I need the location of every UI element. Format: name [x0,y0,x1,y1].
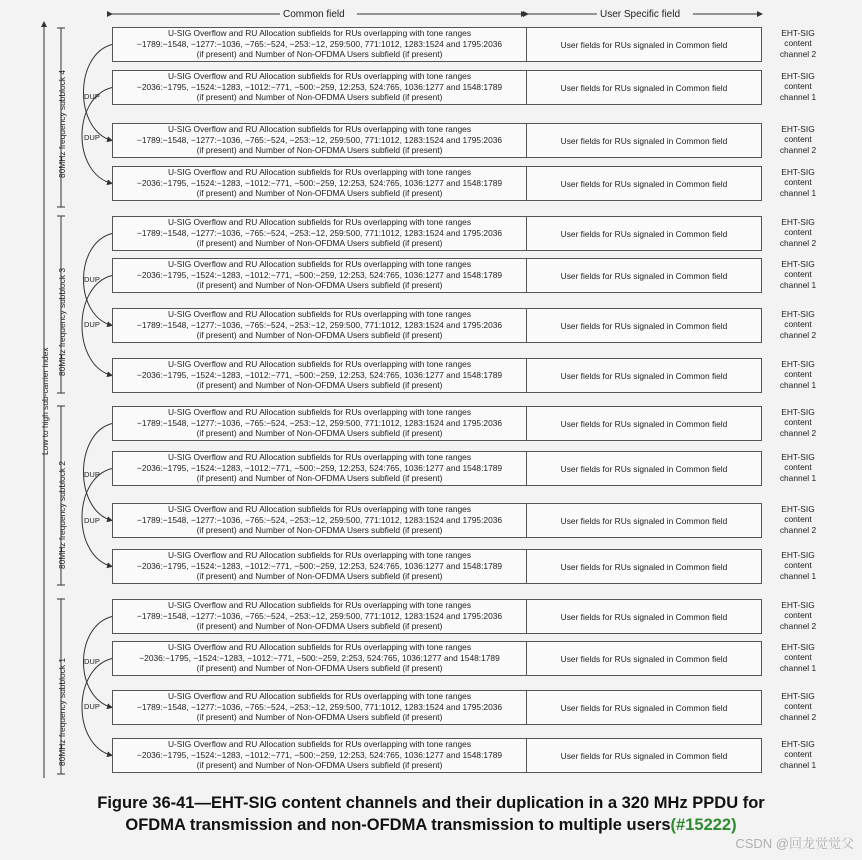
common-field-line: −2036:−1795, −1524:−1283, −1012:−771, −500:−259, 12:253, 524:765, 1036:1277 and 1548:1789 [136,81,503,92]
content-channel-label-line: EHT-SIG [781,407,815,417]
common-field-cell [113,452,527,485]
common-field-line: −1789:−1548, −1277:−1036, −765:−524, −253:−12, 259:500, 771:1012, 1283:1524 and 1795:2036 [136,701,503,712]
common-field-line: −1789:−1548, −1277:−1036, −765:−524, −253:−12, 259:500, 771:1012, 1283:1524 and 1795:2036 [136,38,503,49]
content-channel-row [112,258,762,293]
common-field-line: (if present) and Number of Non-OFDMA Users subfield (if present) [196,330,443,340]
content-channel-label-line: EHT-SIG [781,691,815,701]
common-field-line: U-SIG Overflow and RU Allocation subfields for RUs overlapping with tone ranges [167,28,472,38]
content-channel-row [112,599,762,634]
content-channel-label-line: content [784,610,812,621]
content-channel-label-line: channel 1 [779,187,817,198]
user-specific-field-cell: User fields for RUs signaled in Common field [560,82,728,93]
common-field-header: Common field [283,9,345,20]
common-field-cell [113,259,527,292]
common-field-line: −2036:−1795, −1524:−1283, −1012:−771, −500:−259, 12:253, 524:765, 1036:1277 and 1548:1789 [136,369,503,380]
dup-label: DUP [84,702,100,711]
content-channel-row [112,549,762,584]
content-channel-label-line: content [784,514,812,525]
common-field-cell [113,71,527,104]
content-channel-label-line: channel 1 [779,472,817,483]
content-channel-row [112,358,762,393]
content-channel-label-line: channel 2 [779,524,817,535]
common-field-line: −1789:−1548, −1277:−1036, −765:−524, −253:−12, 259:500, 771:1012, 1283:1524 and 1795:2036 [136,319,503,330]
content-channel-label-line: content [784,81,812,92]
common-field-line: (if present) and Number of Non-OFDMA Users subfield (if present) [196,571,443,581]
content-channel-label-line: channel 1 [779,379,817,390]
content-channel-row [112,308,762,343]
common-field-line: U-SIG Overflow and RU Allocation subfields for RUs overlapping with tone ranges [167,309,472,319]
common-field-line: (if present) and Number of Non-OFDMA Users subfield (if present) [196,525,443,535]
common-field-line: (if present) and Number of Non-OFDMA Users subfield (if present) [196,92,443,102]
common-field-line: (if present) and Number of Non-OFDMA Users subfield (if present) [196,188,443,198]
content-channel-label [768,600,828,631]
subblock-4-label: 80MHz frequency subblock 4 [57,70,67,178]
common-field-line: U-SIG Overflow and RU Allocation subfields for RUs overlapping with tone ranges [167,407,472,417]
common-field-line: U-SIG Overflow and RU Allocation subfields for RUs overlapping with tone ranges [167,167,472,177]
content-channel-label [768,359,828,390]
content-channel-label-line: content [784,369,812,380]
common-field-line: (if present) and Number of Non-OFDMA Users subfield (if present) [196,663,443,673]
common-field-line: U-SIG Overflow and RU Allocation subfields for RUs overlapping with tone ranges [167,71,472,81]
user-specific-field-cell: User fields for RUs signaled in Common field [560,135,728,146]
content-channel-label-line: EHT-SIG [781,28,815,38]
user-specific-field-cell: User fields for RUs signaled in Common field [560,750,728,761]
common-field-line: (if present) and Number of Non-OFDMA Users subfield (if present) [196,428,443,438]
common-field-line: (if present) and Number of Non-OFDMA Users subfield (if present) [196,238,443,248]
content-channel-label-line: channel 2 [779,144,817,155]
user-specific-field-cell: User fields for RUs signaled in Common field [560,370,728,381]
figure-caption [0,792,862,836]
user-specific-field-cell: User fields for RUs signaled in Common field [560,320,728,331]
content-channel-label [768,642,828,673]
common-field-line: −1789:−1548, −1277:−1036, −765:−524, −253:−12, 259:500, 771:1012, 1283:1524 and 1795:2036 [136,134,503,145]
content-channel-label-line: EHT-SIG [781,452,815,462]
content-channel-label-line: EHT-SIG [781,259,815,269]
content-channel-label [768,217,828,248]
user-specific-field-cell: User fields for RUs signaled in Common field [560,653,728,664]
content-channel-label-line: EHT-SIG [781,600,815,610]
common-field-line: −2036:−1795, −1524:−1283, −1012:−771, −500:−259, 2:253, 524:765, 1036:1277 and 1548:1789 [139,652,500,663]
common-field-line: −2036:−1795, −1524:−1283, −1012:−771, −500:−259, 12:253, 524:765, 1036:1277 and 1548:1789 [136,269,503,280]
common-field-cell [113,28,527,61]
dup-label: DUP [84,275,100,284]
common-field-cell [113,550,527,583]
content-channel-row [112,503,762,538]
content-channel-row [112,216,762,251]
content-channel-row [112,27,762,62]
content-channel-row [112,406,762,441]
content-channel-label-line: EHT-SIG [781,504,815,514]
content-channel-label-line: EHT-SIG [781,309,815,319]
common-field-line: U-SIG Overflow and RU Allocation subfields for RUs overlapping with tone ranges [167,504,472,514]
content-channel-label-line: channel 2 [779,711,817,722]
content-channel-label-line: channel 2 [779,329,817,340]
common-field-cell [113,739,527,772]
content-channel-label-line: content [784,701,812,712]
content-channel-label-line: EHT-SIG [781,71,815,81]
content-channel-label-line: channel 1 [779,570,817,581]
caption-line-2 [0,814,862,836]
content-channel-label [768,739,828,770]
content-channel-label-line: channel 2 [779,620,817,631]
user-specific-field-cell: User fields for RUs signaled in Common field [560,611,728,622]
common-field-line: −2036:−1795, −1524:−1283, −1012:−771, −500:−259, 12:253, 524:765, 1036:1277 and 1548:1789 [136,560,503,571]
common-field-line: (if present) and Number of Non-OFDMA Users subfield (if present) [196,145,443,155]
user-specific-field-cell: User fields for RUs signaled in Common field [560,515,728,526]
common-field-line: U-SIG Overflow and RU Allocation subfields for RUs overlapping with tone ranges [167,359,472,369]
content-channel-label-line: content [784,462,812,473]
user-specific-field-cell: User fields for RUs signaled in Common field [560,702,728,713]
content-channel-label-line: content [784,749,812,760]
content-channel-label-line: content [784,177,812,188]
subblock-3-label: 80MHz frequency subblock 3 [57,268,67,376]
content-channel-label [768,452,828,483]
content-channel-row [112,166,762,201]
user-specific-field-cell: User fields for RUs signaled in Common field [560,178,728,189]
common-field-line: U-SIG Overflow and RU Allocation subfields for RUs overlapping with tone ranges [167,259,472,269]
user-specific-field-cell: User fields for RUs signaled in Common field [560,418,728,429]
common-field-cell [113,691,527,724]
common-field-cell [113,407,527,440]
content-channel-label-line: content [784,417,812,428]
content-channel-label-line: EHT-SIG [781,167,815,177]
content-channel-row [112,738,762,773]
content-channel-label-line: channel 1 [779,759,817,770]
content-channel-label [768,504,828,535]
user-specific-field-header: User Specific field [600,9,681,20]
content-channel-label [768,259,828,290]
content-channel-label-line: channel 2 [779,427,817,438]
common-field-cell [113,504,527,537]
dup-label: DUP [84,470,100,479]
common-field-line: U-SIG Overflow and RU Allocation subfields for RUs overlapping with tone ranges [167,642,472,652]
common-field-line: (if present) and Number of Non-OFDMA Users subfield (if present) [196,280,443,290]
common-field-cell [113,309,527,342]
dup-label: DUP [84,657,100,666]
common-field-line: −1789:−1548, −1277:−1036, −765:−524, −253:−12, 259:500, 771:1012, 1283:1524 and 1795:2036 [136,610,503,621]
common-field-line: −2036:−1795, −1524:−1283, −1012:−771, −500:−259, 12:253, 524:765, 1036:1277 and 1548:1789 [136,462,503,473]
common-field-line: (if present) and Number of Non-OFDMA Users subfield (if present) [196,473,443,483]
content-channel-label-line: content [784,560,812,571]
dup-label: DUP [84,92,100,101]
caption-tag-link[interactable]: (#15222) [670,816,737,834]
common-field-line: U-SIG Overflow and RU Allocation subfields for RUs overlapping with tone ranges [167,739,472,749]
content-channel-row [112,690,762,725]
watermark: CSDN @回龙觉觉父 [735,836,854,851]
content-channel-label-line: EHT-SIG [781,359,815,369]
content-channel-label-line: channel 1 [779,91,817,102]
dup-label: DUP [84,133,100,142]
content-channel-row [112,641,762,676]
user-specific-field-cell: User fields for RUs signaled in Common field [560,561,728,572]
common-field-cell [113,642,527,675]
content-channel-label-line: EHT-SIG [781,124,815,134]
content-channel-row [112,123,762,158]
common-field-line: U-SIG Overflow and RU Allocation subfields for RUs overlapping with tone ranges [167,217,472,227]
content-channel-label [768,309,828,340]
content-channel-label-line: EHT-SIG [781,217,815,227]
common-field-line: −2036:−1795, −1524:−1283, −1012:−771, −500:−259, 12:253, 524:765, 1036:1277 and 1548:1789 [136,177,503,188]
common-field-cell [113,359,527,392]
content-channel-label-line: content [784,652,812,663]
common-field-cell [113,167,527,200]
content-channel-label-line: channel 2 [779,48,817,59]
common-field-line: (if present) and Number of Non-OFDMA Users subfield (if present) [196,380,443,390]
common-field-line: U-SIG Overflow and RU Allocation subfields for RUs overlapping with tone ranges [167,124,472,134]
caption-line-1: Figure 36-41—EHT-SIG content channels and their duplication in a 320 MHz PPDU for [97,794,765,812]
common-field-cell [113,124,527,157]
user-specific-field-cell: User fields for RUs signaled in Common field [560,463,728,474]
common-field-line: (if present) and Number of Non-OFDMA Users subfield (if present) [196,760,443,770]
subblock-1-label: 80MHz frequency subblock 1 [57,658,67,766]
content-channel-row [112,70,762,105]
content-channel-label-line: EHT-SIG [781,550,815,560]
common-field-line: U-SIG Overflow and RU Allocation subfields for RUs overlapping with tone ranges [167,600,472,610]
subcarrier-axis-label: Low to high sub-carrier index [40,347,50,455]
content-channel-label-line: EHT-SIG [781,739,815,749]
content-channel-label-line: channel 1 [779,662,817,673]
caption-line-2-text: OFDMA transmission and non-OFDMA transmission to multiple users [125,816,671,834]
content-channel-row [112,451,762,486]
content-channel-label [768,550,828,581]
content-channel-label-line: channel 1 [779,279,817,290]
content-channel-label-line: content [784,38,812,49]
common-field-line: (if present) and Number of Non-OFDMA Users subfield (if present) [196,712,443,722]
content-channel-label-line: content [784,269,812,280]
content-channel-label-line: content [784,227,812,238]
common-field-line: −1789:−1548, −1277:−1036, −765:−524, −253:−12, 259:500, 771:1012, 1283:1524 and 1795:2036 [136,227,503,238]
user-specific-field-cell: User fields for RUs signaled in Common field [560,39,728,50]
common-field-line: U-SIG Overflow and RU Allocation subfields for RUs overlapping with tone ranges [167,452,472,462]
common-field-line: −2036:−1795, −1524:−1283, −1012:−771, −500:−259, 12:253, 524:765, 1036:1277 and 1548:1789 [136,749,503,760]
content-channel-label [768,407,828,438]
dup-label: DUP [84,320,100,329]
common-field-line: U-SIG Overflow and RU Allocation subfields for RUs overlapping with tone ranges [167,550,472,560]
common-field-line: (if present) and Number of Non-OFDMA Users subfield (if present) [196,621,443,631]
user-specific-field-cell: User fields for RUs signaled in Common field [560,228,728,239]
content-channel-label [768,691,828,722]
content-channel-label [768,167,828,198]
common-field-line: −1789:−1548, −1277:−1036, −765:−524, −253:−12, 259:500, 771:1012, 1283:1524 and 1795:2036 [136,514,503,525]
common-field-cell [113,217,527,250]
common-field-line: −1789:−1548, −1277:−1036, −765:−524, −253:−12, 259:500, 771:1012, 1283:1524 and 1795:2036 [136,417,503,428]
user-specific-field-cell: User fields for RUs signaled in Common field [560,270,728,281]
content-channel-label [768,124,828,155]
common-field-cell [113,600,527,633]
subblock-2-label: 80MHz frequency subblock 2 [57,461,67,569]
common-field-line: (if present) and Number of Non-OFDMA Users subfield (if present) [196,49,443,59]
content-channel-label-line: content [784,134,812,145]
content-channel-label [768,28,828,59]
common-field-line: U-SIG Overflow and RU Allocation subfields for RUs overlapping with tone ranges [167,691,472,701]
content-channel-label-line: EHT-SIG [781,642,815,652]
content-channel-label-line: content [784,319,812,330]
dup-label: DUP [84,516,100,525]
content-channel-label-line: channel 2 [779,237,817,248]
content-channel-label [768,71,828,102]
